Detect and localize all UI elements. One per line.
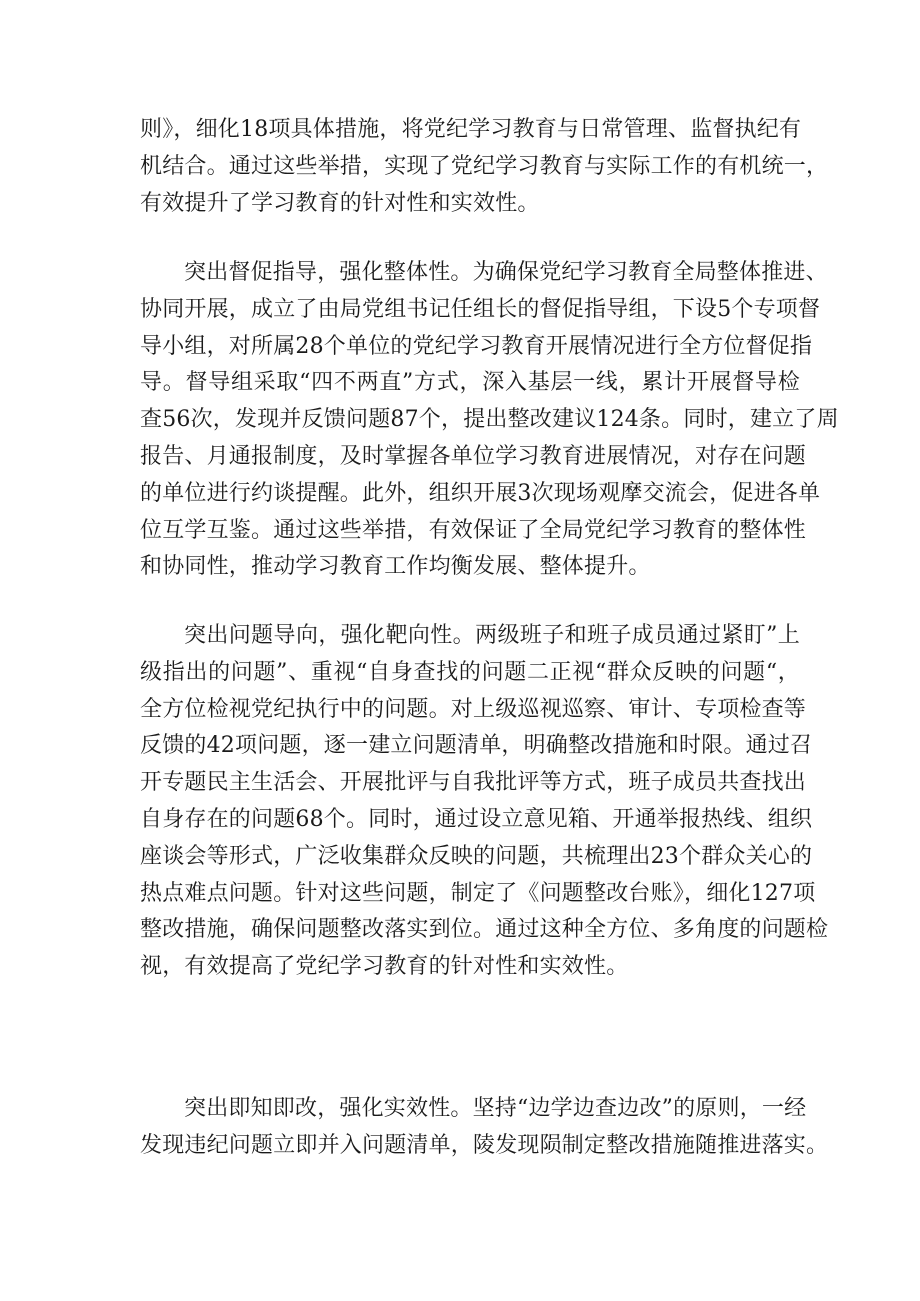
text-line: 导。督导组采取“四不两直”方式，深入基层一线，累计开展督导检 bbox=[140, 370, 800, 396]
text-line: 视，有效提高了党纪学习教育的针对性和实效性。 bbox=[140, 954, 629, 980]
text-line: 热点难点问题。针对这些问题，制定了《问题整改台账》，细化127项 bbox=[140, 880, 816, 906]
text-line: 开专题民主生活会、开展批评与自我批评等方式，班子成员共查找出 bbox=[140, 770, 807, 796]
text-line: 导小组，对所属28个单位的党纪学习教育开展情况进行全方位督促指 bbox=[140, 333, 813, 359]
text-line: 整改措施，确保问题整改落实到位。通过这种全方位、多角度的问题检 bbox=[140, 917, 829, 943]
text-line: 全方位检视党纪执行中的问题。对上级巡视巡察、审计、专项检查等 bbox=[140, 696, 807, 722]
text-line: 的单位进行约谈提醒。此外，组织开展3次现场观摩交流会，促进各单 bbox=[140, 480, 821, 506]
text-line: 位互学互鉴。通过这些举措，有效保证了全局党纪学习教育的整体性 bbox=[140, 517, 807, 543]
text-line: 级指出的问题”、重视“自身查找的问题二正视“群众反映的问题“， bbox=[140, 659, 800, 685]
text-line: 突出问题导向，强化靶向性。两级班子和班子成员通过紧盯”上 bbox=[184, 623, 800, 648]
text-line: 自身存在的问题68个。同时，通过设立意见箱、开通举报热线、组织 bbox=[140, 806, 813, 832]
paragraph-4 bbox=[140, 1091, 829, 1165]
text-line: 报告、月通报制度，及时掌握各单位学习教育进展情况，对存在问题 bbox=[140, 443, 807, 469]
text-line: 有效提升了学习教育的针对性和实效性。 bbox=[140, 190, 540, 216]
text-line: 发现违纪问题立即并入问题清单，陵发现陨制定整改措施随推进落实。 bbox=[140, 1132, 829, 1158]
text-line: 和协同性，推动学习教育工作均衡发展、整体提升。 bbox=[140, 554, 651, 580]
paragraph-2 bbox=[140, 255, 839, 586]
text-line: 突出督促指导，强化整体性。为确保党纪学习教育全局整体推进、 bbox=[184, 260, 828, 285]
text-line: 协同开展，成立了由局党组书记任组长的督促指导组，下设5个专项督 bbox=[140, 296, 821, 322]
text-line: 机结合。通过这些举措，实现了党纪学习教育与实际工作的有机统一， bbox=[140, 153, 829, 179]
text-line: 反馈的42项问题，逐一建立问题清单，明确整改措施和时限。通过召 bbox=[140, 733, 813, 759]
text-line: 座谈会等形式，广泛收集群众反映的问题，共梳理出23个群众关心的 bbox=[140, 843, 813, 869]
paragraph-1 bbox=[140, 112, 829, 222]
text-line: 则》，细化18项具体措施，将党纪学习教育与日常管理、监督执纪有 bbox=[140, 117, 802, 142]
paragraph-3 bbox=[140, 618, 829, 986]
text-line: 查56次，发现并反馈问题87个，提出整改建议124条。同时，建立了周 bbox=[140, 407, 839, 433]
text-line: 突出即知即改，强化实效性。坚持“边学边查边改”的原则，一经 bbox=[184, 1096, 807, 1121]
